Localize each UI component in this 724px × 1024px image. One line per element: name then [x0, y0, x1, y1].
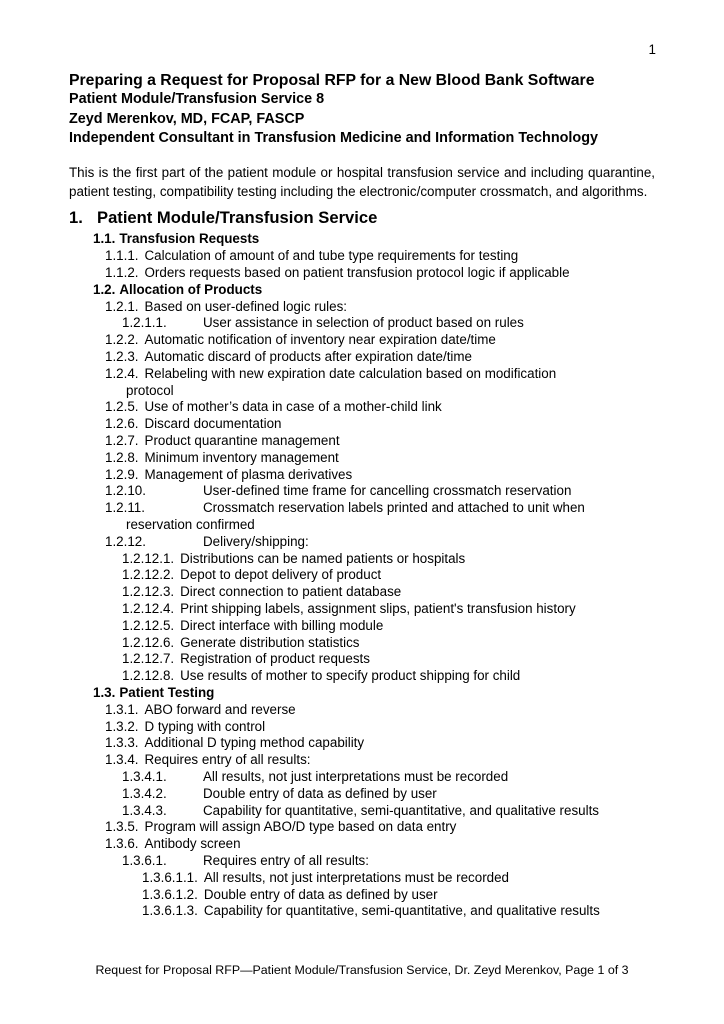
item-number: 1.3.6.: [105, 836, 139, 852]
item-text: Minimum inventory management: [144, 449, 339, 465]
item-text: Automatic discard of products after expiration date/time: [144, 349, 473, 365]
item-number: 1.2.4.: [105, 365, 139, 381]
item-number: 1.2.12.1.: [122, 550, 175, 566]
outline-item-continuation: protocol: [126, 382, 174, 398]
item-text: Antibody screen: [144, 836, 241, 852]
item-number: 1.2.1.: [105, 298, 139, 314]
item-number: 1.2.12.5.: [122, 617, 175, 633]
item-text: Based on user-defined logic rules:: [144, 298, 347, 314]
item-text: Direct connection to patient database: [180, 584, 402, 600]
outline-item: [69, 584, 655, 601]
outline-item: [69, 903, 655, 920]
document-subtitle: Patient Module/Transfusion Service 8: [69, 91, 325, 108]
item-number: 1.2.6.: [105, 416, 139, 432]
item-number: 1.2.12.4.: [122, 600, 175, 616]
outline-item: [69, 702, 655, 719]
item-text: Capability for quantitative, semi-quantitative, and qualitative results: [203, 903, 600, 919]
outline-item: [69, 282, 655, 299]
outline-item: [69, 635, 655, 652]
item-text: Management of plasma derivatives: [144, 466, 353, 482]
outline-item: [69, 467, 655, 484]
item-text: Relabeling with new expiration date calculation based on modification: [144, 365, 557, 381]
intro-paragraph: This is the first part of the patient module or hospital transfusion service and including quarantine, patient testing, compatibility testing including the electronic/computer crossmatch, and algorithms.: [69, 164, 655, 200]
item-number: 1.3.4.2.: [122, 785, 167, 801]
outline-item: [69, 265, 655, 282]
item-text: Orders requests based on patient transfusion protocol logic if applicable: [144, 265, 570, 281]
outline: [69, 231, 655, 920]
item-number: 1.2.10.: [105, 483, 146, 499]
item-number: 1.2.12.2.: [122, 567, 175, 583]
item-text: Distributions can be named patients or hospitals: [180, 550, 466, 566]
item-text: Product quarantine management: [144, 433, 340, 448]
item-number: 1.2.12.8.: [122, 668, 175, 684]
section-heading: [69, 208, 655, 228]
section-title: Patient Module/Transfusion Service: [97, 208, 378, 228]
item-number: 1.2.12.: [105, 533, 146, 549]
item-number: 1.2.: [93, 281, 116, 297]
item-text: Double entry of data as defined by user: [203, 886, 438, 902]
outline-item: [69, 349, 655, 366]
outline-item: [69, 416, 655, 433]
outline-item: [69, 870, 655, 887]
outline-item: [69, 332, 655, 349]
item-text: Calculation of amount of and tube type requirements for testing: [144, 248, 519, 264]
item-number: 1.3.6.1.3.: [142, 903, 198, 919]
outline-item: [69, 601, 655, 618]
outline-item-continuation: reservation confirmed: [126, 516, 255, 532]
outline-item: [69, 769, 655, 786]
item-text: Automatic notification of inventory near expiration date/time: [144, 332, 496, 348]
item-text: Direct interface with billing module: [180, 617, 384, 633]
outline-item: [69, 752, 655, 769]
item-text: User assistance in selection of product based on rules: [203, 315, 524, 331]
item-number: 1.2.12.7.: [122, 651, 175, 667]
outline-item: [69, 433, 655, 450]
item-number: 1.3.6.1.1.: [142, 869, 198, 885]
item-text: Program will assign ABO/D type based on data entry: [144, 819, 457, 835]
outline-item: [69, 567, 655, 584]
item-text: Capability for quantitative, semi-quantitative, and qualitative results: [203, 802, 599, 818]
outline-item: [69, 651, 655, 668]
item-text: Double entry of data as defined by user: [203, 785, 437, 801]
item-number: 1.1.1.: [105, 248, 139, 264]
document-author: Zeyd Merenkov, MD, FCAP, FASCP: [69, 110, 305, 127]
item-text: Crossmatch reservation labels printed and attached to unit when: [203, 500, 585, 516]
item-text: Depot to depot delivery of product: [180, 567, 382, 583]
outline-item: [69, 231, 655, 248]
page-number: 1: [648, 42, 656, 57]
item-text: Use of mother’s data in case of a mother-child link: [144, 399, 442, 415]
item-number: 1.3.4.3.: [122, 802, 167, 818]
item-text: Use results of mother to specify product shipping for child: [180, 668, 521, 684]
outline-item: [69, 836, 655, 853]
item-text: Requires entry of all results:: [203, 852, 369, 868]
item-number: 1.2.12.3.: [122, 584, 175, 600]
outline-item: [69, 315, 655, 332]
item-text: Additional D typing method capability: [144, 735, 365, 751]
outline-item: [69, 803, 655, 820]
page-footer: Request for Proposal RFP—Patient Module/Transfusion Service, Dr. Zeyd Merenkov, Page 1 of 3: [95, 963, 629, 977]
outline-item: [69, 299, 655, 316]
outline-item: [69, 719, 655, 736]
item-number: 1.3.2.: [105, 718, 139, 734]
item-number: 1.3.3.: [105, 735, 139, 751]
page-content: [69, 0, 655, 920]
item-text: Print shipping labels, assignment slips, patient's transfusion history: [180, 600, 576, 616]
outline-item: [69, 887, 655, 904]
item-number: 1.3.6.1.2.: [142, 886, 198, 902]
item-number: 1.3.4.1.: [122, 768, 167, 784]
item-number: 1.2.2.: [105, 332, 139, 348]
outline-item: [69, 853, 655, 870]
item-text: ABO forward and reverse: [144, 701, 296, 717]
outline-item: [69, 483, 655, 500]
item-text: Requires entry of all results:: [144, 752, 311, 768]
outline-item: [69, 450, 655, 467]
outline-item: [69, 786, 655, 803]
item-text: Allocation of Products: [119, 281, 263, 297]
item-number: 1.3.6.1.: [122, 852, 167, 868]
item-number: 1.2.3.: [105, 349, 139, 365]
outline-item: [69, 668, 655, 685]
item-text: Delivery/shipping:: [203, 533, 309, 549]
outline-item: [69, 500, 655, 517]
outline-item: [69, 819, 655, 836]
outline-item: [69, 685, 655, 702]
section-number: 1.: [69, 208, 83, 228]
item-number: 1.2.11.: [105, 500, 145, 516]
outline-item: [69, 248, 655, 265]
outline-item: [69, 534, 655, 551]
title-block: [69, 71, 655, 149]
item-number: 1.3.: [93, 684, 116, 700]
item-text: Discard documentation: [144, 416, 282, 432]
item-text: All results, not just interpretations must be recorded: [203, 869, 509, 885]
outline-item: [69, 735, 655, 752]
item-number: 1.3.5.: [105, 819, 139, 835]
item-text: Registration of product requests: [180, 651, 370, 667]
item-number: 1.2.8.: [105, 449, 139, 465]
item-number: 1.2.9.: [105, 466, 139, 482]
outline-item: [69, 399, 655, 416]
item-text: Patient Testing: [119, 684, 215, 700]
item-number: 1.2.5.: [105, 399, 139, 415]
item-text: Transfusion Requests: [119, 231, 260, 247]
item-text: User-defined time frame for cancelling crossmatch reservation: [203, 483, 572, 499]
item-number: 1.1.2.: [105, 265, 139, 281]
item-number: 1.3.1.: [105, 701, 139, 717]
item-number: 1.3.4.: [105, 752, 139, 768]
item-number: 1.2.1.1.: [122, 315, 167, 331]
outline-item: [69, 618, 655, 635]
outline-item: [69, 551, 655, 568]
outline-item: [69, 366, 655, 383]
item-text: All results, not just interpretations must be recorded: [203, 768, 509, 784]
item-text: Generate distribution statistics: [180, 634, 360, 650]
item-number: 1.2.7.: [105, 433, 139, 448]
item-number: 1.1.: [93, 231, 116, 247]
document-title: Preparing a Request for Proposal RFP for a New Blood Bank Software: [69, 72, 595, 89]
document-author-role: Independent Consultant in Transfusion Medicine and Information Technology: [69, 130, 599, 147]
item-number: 1.2.12.6.: [122, 634, 175, 650]
item-text: D typing with control: [144, 718, 266, 734]
